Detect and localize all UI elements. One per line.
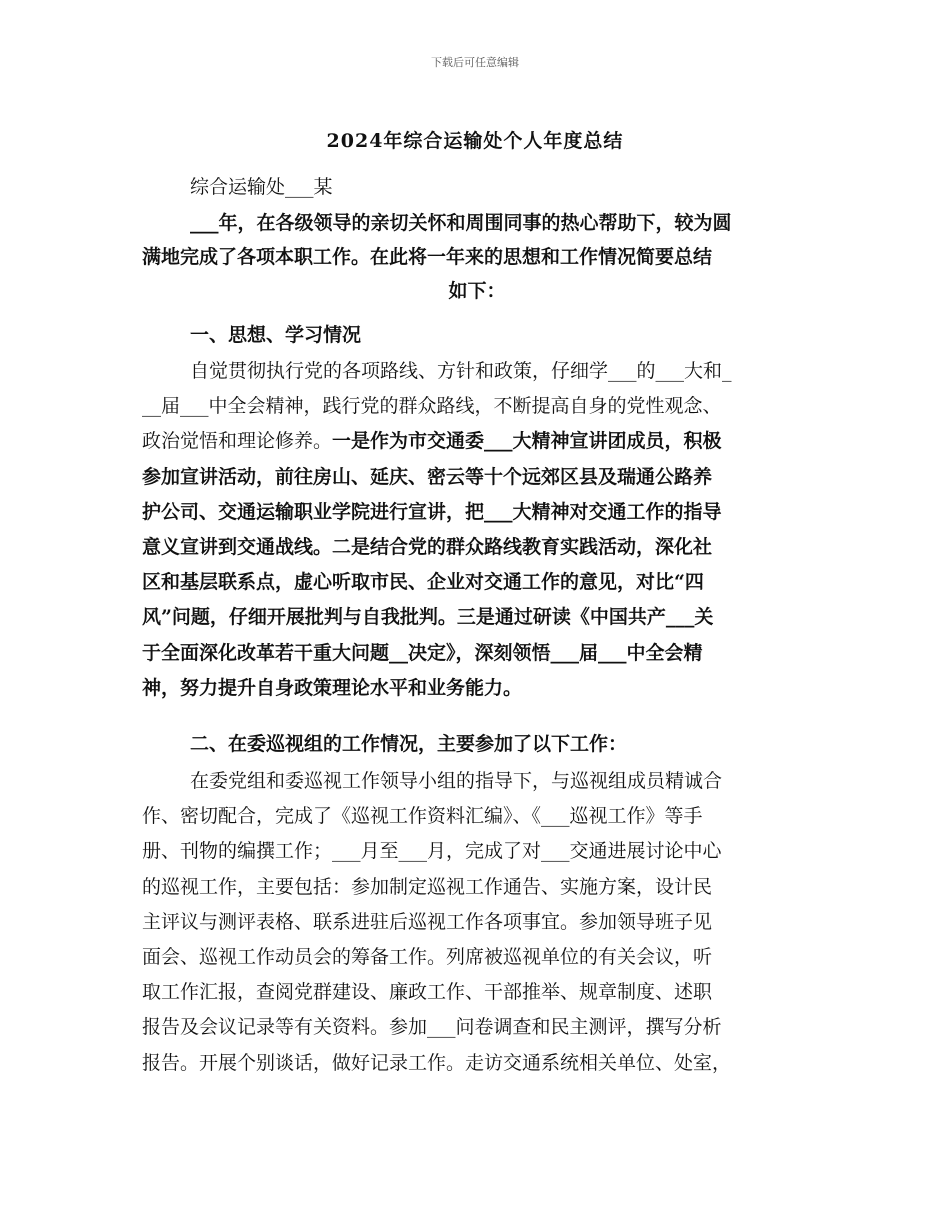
page-header-note: 下载后可任意编辑 [431,56,519,69]
section1-heading-block [142,318,812,352]
section2-line: 报告。开展个别谈话，做好记录工作。走访交通系统相关单位、处室， [142,1051,732,1074]
section2-line: 面会、巡视工作动员会的筹备工作。列席被巡视单位的有关会议，听 [142,946,713,969]
section1-line: 神，努力提升自身政策理论水平和业务能力。 [142,676,523,699]
section1-heading: 一、思想、学习情况 [190,324,362,346]
section1-line: 风”问题，仔细开展批判与自我批判。三是通过研读《中国共产___关 [142,606,714,629]
section2-line: 取工作汇报，查阅党群建设、廉政工作、干部推举、规章制度、述职 [142,981,713,1004]
section2-line: 报告及会议记录等有关资料。参加___问卷调查和民主测评，撰写分析 [142,1016,722,1039]
section1-line: 参加宣讲活动，前往房山、延庆、密云等十个远郊区县及瑞通公路养 [142,465,713,488]
section1-line: 自觉贯彻执行党的各项路线、方针和政策，仔细学___的___大和_ [190,360,732,382]
section2-heading: 二、在委巡视组的工作情况，主要参加了以下工作： [190,733,628,755]
section1-body [142,354,812,706]
section1-line: 区和基层联系点，虚心听取市民、企业对交通工作的意见，对比“四 [142,571,704,594]
section2-line: 主评议与测评表格、联系进驻后巡视工作各项事宜。参加领导班子见 [142,910,713,933]
document-title: 2024年综合运输处个人年度总结 [326,130,624,152]
section1-line: 意义宣讲到交通战线。二是结合党的群众路线教育实践活动，深化社 [142,536,713,559]
section2-body [142,764,812,1081]
section1-line: 护公司、交通运输职业学院进行宣讲，把___大精神对交通工作的指导 [142,500,722,523]
section1-line: __届___中全会精神，践行党的群众路线，不断提高自身的党性观念、 [142,395,722,418]
author-line: 综合运输处___某 [190,176,333,198]
section1-line: 政治觉悟和理论修养。一是作为市交通委___大精神宣讲团成员，积极 [142,430,722,453]
intro-line: 满地完成了各项本职工作。在此将一年来的思想和工作情况简要总结 [142,246,713,268]
section1-line: 于全面深化改革若干重大问题__决定》，深刻领悟___届___中全会精 [142,641,703,664]
section2-heading-block [142,727,812,761]
section2-line: 的巡视工作，主要包括：参加制定巡视工作通告、实施方案，设计民 [142,875,713,898]
section2-line: 册、刊物的编撰工作；___月至___月，完成了对___交通进展讨论中心 [142,840,722,863]
section2-line: 作、密切配合，完成了《巡视工作资料汇编》、《___巡视工作》等手 [142,805,703,828]
intro-paragraph [142,206,812,308]
section2-line: 在委党组和委巡视工作领导小组的指导下，与巡视组成员精诚合 [190,770,723,792]
intro-line: 如下： [448,280,506,302]
author-line-block [142,170,812,204]
intro-line: ___年，在各级领导的亲切关怀和周围同事的热心帮助下，较为圆 [190,212,732,234]
